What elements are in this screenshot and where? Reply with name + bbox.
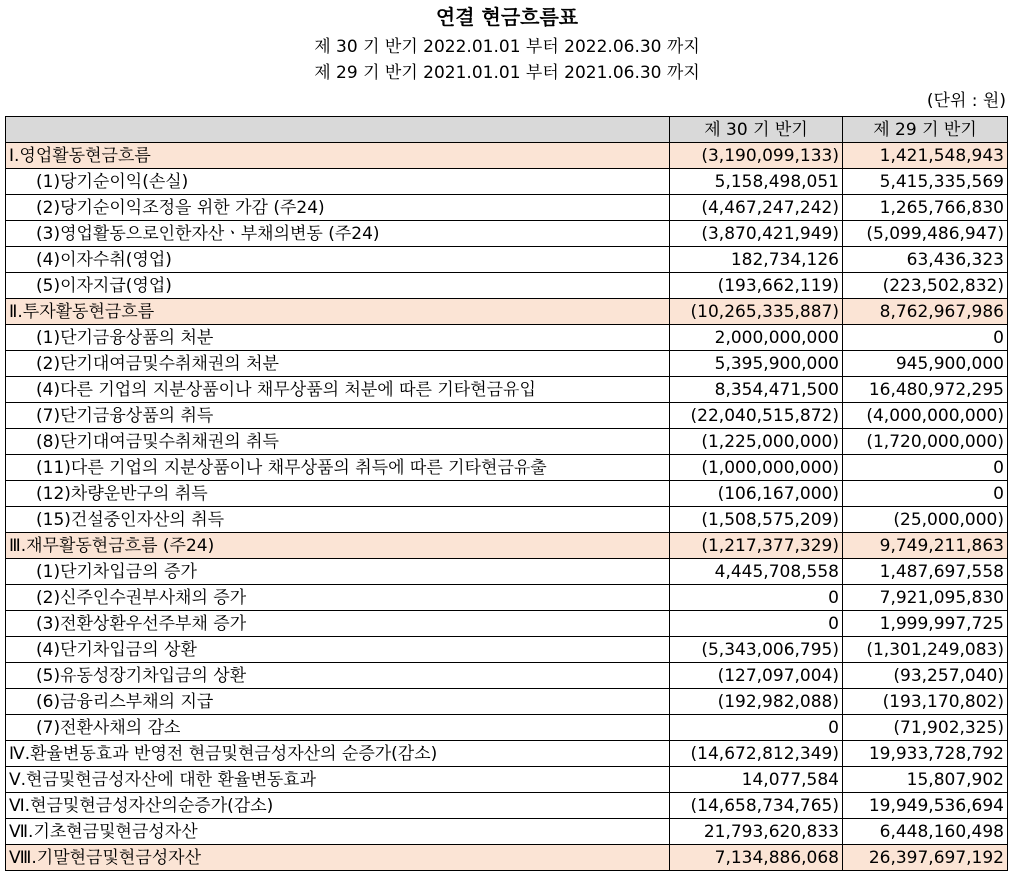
prior-period-amount: (5,099,486,947)	[843, 221, 1008, 247]
prior-period-amount: (1,720,000,000)	[843, 429, 1008, 455]
current-period-amount: 5,158,498,051	[670, 169, 843, 195]
current-period-amount: (14,672,812,349)	[670, 741, 843, 767]
row-label: (2)단기대여금및수취채권의 처분	[6, 351, 670, 377]
row-label: (7)단기금융상품의 취득	[6, 403, 670, 429]
prior-period-amount: 63,436,323	[843, 247, 1008, 273]
row-label: (6)금융리스부채의 지급	[6, 689, 670, 715]
current-period-amount: (4,467,247,242)	[670, 195, 843, 221]
row-label: (8)단기대여금및수취채권의 취득	[6, 429, 670, 455]
prior-period-amount: 8,762,967,986	[843, 299, 1008, 325]
current-period-amount: (192,982,088)	[670, 689, 843, 715]
prior-period-amount: 26,397,697,192	[843, 845, 1008, 871]
prior-period-amount: 0	[843, 481, 1008, 507]
prior-period-amount: 6,448,160,498	[843, 819, 1008, 845]
table-row	[6, 611, 1008, 637]
row-label: (11)다른 기업의 지분상품이나 채무상품의 취득에 따른 기타현금유출	[6, 455, 670, 481]
prior-period-amount: 0	[843, 455, 1008, 481]
current-period-amount: (127,097,004)	[670, 663, 843, 689]
row-label: (1)단기차입금의 증가	[6, 559, 670, 585]
row-label: (1)단기금융상품의 처분	[6, 325, 670, 351]
row-label: Ⅲ.재무활동현금흐름 (주24)	[6, 533, 670, 559]
prior-period-amount: 1,999,997,725	[843, 611, 1008, 637]
prior-period-amount: (4,000,000,000)	[843, 403, 1008, 429]
prior-period-amount: (193,170,802)	[843, 689, 1008, 715]
table-row	[6, 741, 1008, 767]
table-row	[6, 247, 1008, 273]
current-period-amount: 0	[670, 585, 843, 611]
table-row	[6, 351, 1008, 377]
prior-period-amount: (1,301,249,083)	[843, 637, 1008, 663]
row-label: (12)차량운반구의 취득	[6, 481, 670, 507]
row-label: Ⅵ.현금및현금성자산의순증가(감소)	[6, 793, 670, 819]
current-period-amount: (5,343,006,795)	[670, 637, 843, 663]
table-row	[6, 585, 1008, 611]
current-period-amount: 0	[670, 715, 843, 741]
prior-period-amount: (223,502,832)	[843, 273, 1008, 299]
prior-period-amount: 0	[843, 325, 1008, 351]
section-row	[6, 299, 1008, 325]
section-row	[6, 533, 1008, 559]
table-body	[6, 143, 1008, 871]
row-label: Ⅴ.현금및현금성자산에 대한 환율변동효과	[6, 767, 670, 793]
table-row	[6, 377, 1008, 403]
current-period-amount: (1,508,575,209)	[670, 507, 843, 533]
prior-period-amount: 7,921,095,830	[843, 585, 1008, 611]
prior-period-amount: 16,480,972,295	[843, 377, 1008, 403]
prior-period-amount: 19,949,536,694	[843, 793, 1008, 819]
table-row	[6, 429, 1008, 455]
prior-period-amount: 1,487,697,558	[843, 559, 1008, 585]
table-row	[6, 455, 1008, 481]
row-label: Ⅰ.영업활동현금흐름	[6, 143, 670, 169]
current-period-amount: 182,734,126	[670, 247, 843, 273]
table-row	[6, 637, 1008, 663]
current-period-amount: 21,793,620,833	[670, 819, 843, 845]
cash-flow-table	[5, 116, 1008, 871]
row-label: (5)이자지급(영업)	[6, 273, 670, 299]
table-row	[6, 273, 1008, 299]
table-row	[6, 195, 1008, 221]
row-label: (3)영업활동으로인한자산ㆍ부채의변동 (주24)	[6, 221, 670, 247]
current-period-amount: (106,167,000)	[670, 481, 843, 507]
table-row	[6, 403, 1008, 429]
current-period-amount: (22,040,515,872)	[670, 403, 843, 429]
row-label: Ⅶ.기초현금및현금성자산	[6, 819, 670, 845]
current-period-amount: (14,658,734,765)	[670, 793, 843, 819]
prior-period-amount: 1,421,548,943	[843, 143, 1008, 169]
prior-period-amount: 19,933,728,792	[843, 741, 1008, 767]
current-period-amount: 0	[670, 611, 843, 637]
table-header-row	[6, 117, 1008, 143]
table-row	[6, 819, 1008, 845]
row-label: (4)단기차입금의 상환	[6, 637, 670, 663]
current-period-amount: (1,225,000,000)	[670, 429, 843, 455]
current-period-amount: (3,190,099,133)	[670, 143, 843, 169]
table-row	[6, 715, 1008, 741]
row-label: (7)전환사채의 감소	[6, 715, 670, 741]
row-label: (2)당기순이익조정을 위한 가감 (주24)	[6, 195, 670, 221]
section-row	[6, 845, 1008, 871]
prior-period-amount: 945,900,000	[843, 351, 1008, 377]
current-period-amount: (1,217,377,329)	[670, 533, 843, 559]
period-prior: 제 29 기 반기 2021.01.01 부터 2021.06.30 까지	[314, 63, 700, 83]
table-row	[6, 767, 1008, 793]
row-label: Ⅱ.투자활동현금흐름	[6, 299, 670, 325]
table-row	[6, 559, 1008, 585]
table-row	[6, 169, 1008, 195]
section-row	[6, 143, 1008, 169]
table-row	[6, 507, 1008, 533]
header-current-period: 제 30 기 반기	[670, 117, 843, 143]
page-title: 연결 현금흐름표	[435, 5, 579, 29]
row-label: (1)당기순이익(손실)	[6, 169, 670, 195]
row-label: (15)건설중인자산의 취득	[6, 507, 670, 533]
row-label: (4)이자수취(영업)	[6, 247, 670, 273]
header-item	[6, 117, 670, 143]
prior-period-amount: (25,000,000)	[843, 507, 1008, 533]
row-label: Ⅳ.환율변동효과 반영전 현금및현금성자산의 순증가(감소)	[6, 741, 670, 767]
row-label: (4)다른 기업의 지분상품이나 채무상품의 처분에 따른 기타현금유입	[6, 377, 670, 403]
table-row	[6, 325, 1008, 351]
row-label: (3)전환상환우선주부채 증가	[6, 611, 670, 637]
period-current: 제 30 기 반기 2022.01.01 부터 2022.06.30 까지	[314, 37, 700, 57]
current-period-amount: 2,000,000,000	[670, 325, 843, 351]
prior-period-amount: 15,807,902	[843, 767, 1008, 793]
header-prior-period: 제 29 기 반기	[843, 117, 1008, 143]
current-period-amount: (193,662,119)	[670, 273, 843, 299]
current-period-amount: (3,870,421,949)	[670, 221, 843, 247]
prior-period-amount: (93,257,040)	[843, 663, 1008, 689]
table-row	[6, 481, 1008, 507]
table-row	[6, 793, 1008, 819]
prior-period-amount: (71,902,325)	[843, 715, 1008, 741]
prior-period-amount: 5,415,335,569	[843, 169, 1008, 195]
prior-period-amount: 1,265,766,830	[843, 195, 1008, 221]
current-period-amount: 8,354,471,500	[670, 377, 843, 403]
prior-period-amount: 9,749,211,863	[843, 533, 1008, 559]
current-period-amount: 4,445,708,558	[670, 559, 843, 585]
table-row	[6, 689, 1008, 715]
table-row	[6, 221, 1008, 247]
row-label: (2)신주인수권부사채의 증가	[6, 585, 670, 611]
row-label: Ⅷ.기말현금및현금성자산	[6, 845, 670, 871]
current-period-amount: (10,265,335,887)	[670, 299, 843, 325]
current-period-amount: (1,000,000,000)	[670, 455, 843, 481]
row-label: (5)유동성장기차입금의 상환	[6, 663, 670, 689]
current-period-amount: 14,077,584	[670, 767, 843, 793]
current-period-amount: 5,395,900,000	[670, 351, 843, 377]
table-row	[6, 663, 1008, 689]
unit-label: (단위 : 원)	[926, 91, 1006, 111]
current-period-amount: 7,134,886,068	[670, 845, 843, 871]
